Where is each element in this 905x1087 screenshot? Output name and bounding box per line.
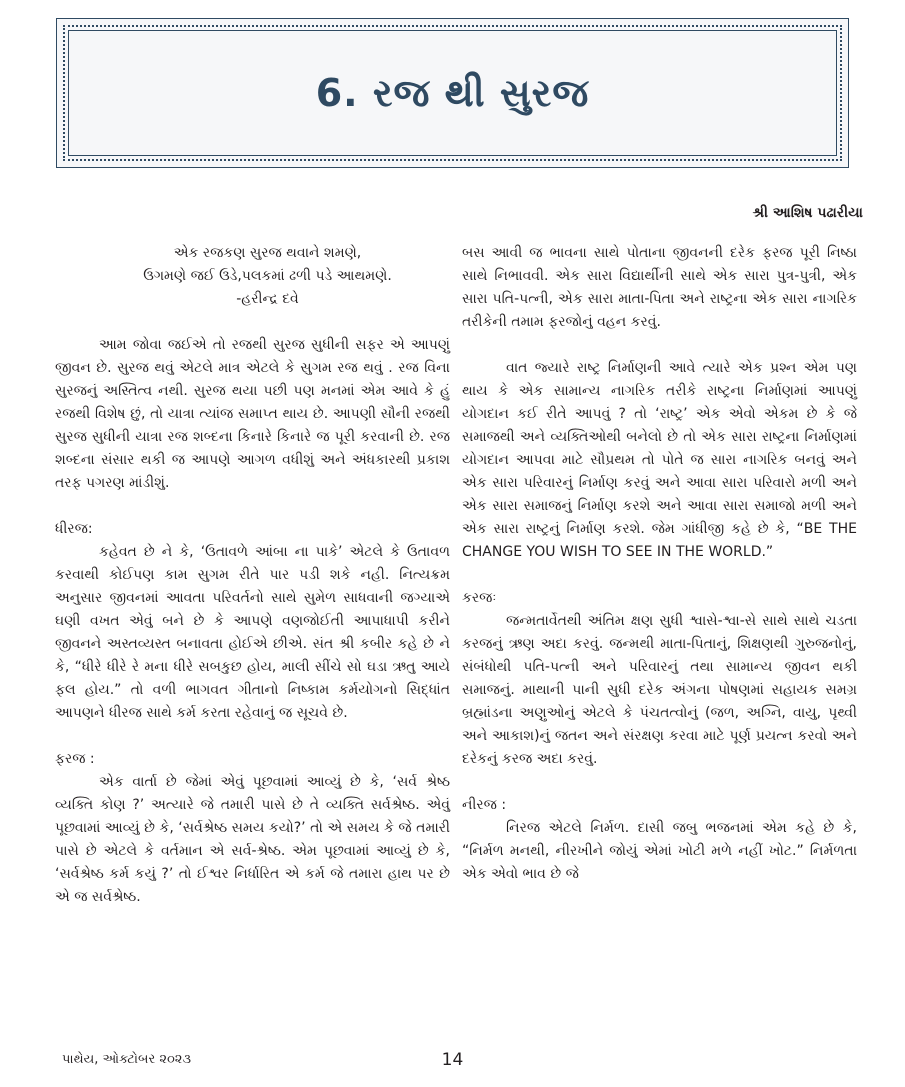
- section-heading-faraj: ફરજ :: [55, 751, 95, 767]
- poem-block: [55, 242, 450, 311]
- title-frame: [56, 18, 849, 168]
- poem-attribution: -હરીન્દ્ર દવે: [236, 291, 299, 307]
- author-name: શ્રી આશિષ પઢારીયા: [752, 205, 863, 221]
- publication-footer: પાથેય, ઓક્ટોબર ૨૦૨૩: [62, 1052, 192, 1067]
- page-title: 6. રજ થી સુરજ: [315, 70, 590, 115]
- niraj-paragraph: નિરજ એટલે નિર્મળ. દાસી જબુ ભજનમાં એમ કહે છે કે, “નિર્મળ મનથી, નીરખીને જોયું એમાં ખોટી મળે નહીં ખોટ.” નિર્મળતા એક એવો ભાવ છે જે: [462, 820, 857, 882]
- dhiraj-paragraph: કહેવત છે ને કે, ‘ઉતાવળે આંબા ના પાકે’ એટલે કે ઉતાવળ કરવાથી કોઈપણ કામ સુગમ રીતે પાર પડી શકે નહી. નિત્યક્રમ અનુસાર જીવનમાં આવતા પરિવર્તનો સાથે સુમેળ સાધવાની જગ્યાએ ઘણી વખત એવું બને છે કે આપણે વણજોઈતી આપાધાપી કરીને જીવનને અસ્તવ્યસ્ત બનાવતા હોઈએ છીએ. સંત શ્રી કબીર કહે છે ને કે, “ધીરે ધીરે રે મના ધીરે સબકુછ હોય, માલી સીંચે સો ઘડા ઋતુ આયે ફલ હોય.” તો વળી ભાગવત ગીતાનો નિષ્કામ કર્મયોગનો સિદ્ધાંત આપણને ધીરજ સાથે કર્મ કરતા રહેવાનું જ સૂચવે છે.: [55, 544, 450, 721]
- section-heading-dhiraj: ધીરજ:: [55, 521, 93, 537]
- right-column: [462, 242, 857, 886]
- section-heading-karaj: કરજઃ: [462, 590, 497, 606]
- nation-paragraph: વાત જ્યારે રાષ્ટ્ર નિર્માણની આવે ત્યારે એક પ્રશ્ન એમ પણ થાય કે એક સામાન્ય નાગરિક તરીકે રાષ્ટ્રના નિર્માણમાં આપણું યોગદાન કઈ રીતે આપવું ? તો ‘રાષ્ટ્ર’ એક એવો એકમ છે કે જે સમાજથી અને વ્યક્તિઓથી બનેલો છે તો એક સારા રાષ્ટ્રના નિર્માણમાં યોગદાન આપવા માટે સૌપ્રથમ તો પોતે જ સારા નાગરિક બનવું અને એક સારા પરિવારનું નિર્માણ કરવું અને આવા સારા પરિવારો મળી અને એક સારા સમાજનું નિર્માણ કરશે અને આવા સારા સમાજો મળી અને એક સારા રાષ્ટ્રનું નિર્માણ કરશે. જેમ ગાંધીજી કહે છે કે, “BE THE CHANGE YOU WISH TO SEE IN THE WORLD.”: [462, 360, 857, 560]
- poem-line: એક રજકણ સુરજ થવાને શમણે,: [173, 245, 362, 261]
- intro-paragraph: આમ જોવા જઈએ તો રજથી સુરજ સુધીની સફર એ આપણું જીવન છે. સુરજ થવું એટલે માત્ર એટલે કે સુગમ રજ થવું . રજ વિના સુરજનું અસ્તિત્વ નથી. સુરજ થયા પછી પણ મનમાં એમ આવે કે હું રજથી વિશેષ છું, તો યાત્રા ત્યાંજ સમાપ્ત થાય છે. આપણી સૌની રજથી સુરજ સુધીની યાત્રા રજ શબ્દના કિનારે કિનારે જ પૂરી કરવાની છે. રજ શબ્દના સંસાર થકી જ આપણે આગળ વધીશું અને અંધકારથી પ્રકાશ તરફ પગરણ માંડીશું.: [55, 337, 450, 491]
- section-heading-niraj: નીરજ :: [462, 797, 507, 813]
- poem-line: ઉગમણે જઈ ઉડે,પલકમાં ઢળી પડે આથમણે.: [143, 268, 392, 284]
- duty-paragraph: બસ આવી જ ભાવના સાથે પોતાના જીવનની દરેક ફરજ પૂરી નિષ્ઠા સાથે નિભાવવી. એક સારા વિદ્યાર્થીની સાથે એક સારા પુત્ર-પુત્રી, એક સારા પતિ-પત્ની, એક સારા માતા-પિતા અને રાષ્ટ્રના એક સારા નાગરિક તરીકેની તમામ ફરજોનું વહન કરવું.: [462, 245, 857, 330]
- left-column: [55, 242, 450, 909]
- faraj-paragraph: એક વાર્તા છે જેમાં એવું પૂછવામાં આવ્યું છે કે, ‘સર્વ શ્રેષ્ઠ વ્યક્તિ કોણ ?’ અત્યારે જે તમારી પાસે છે તે વ્યક્તિ સર્વશ્રેષ્ઠ. એવું પૂછવામાં આવ્યું છે કે, ‘સર્વશ્રેષ્ઠ સમય કયો?’ તો એ સમય કે જે તમારી પાસે છે એટલે કે વર્તમાન એ સર્વ-શ્રેષ્ઠ. એમ પૂછવામાં આવ્યું છે કે, ‘સર્વશ્રેષ્ઠ કર્મ કયું ?’ તો ઈશ્વર નિર્ધારિત એ કર્મ જે તમારા હાથ પર છે એ જ સર્વશ્રેષ્ઠ.: [55, 774, 450, 905]
- karaj-paragraph: જન્મતાર્વેતથી અંતિમ ક્ષણ સુધી શ્વાસે-શ્વા-સે સાથે સાથે ચડતા કરજનું ઋણ અદા કરવું. જન્મથી માતા-પિતાનું, શિક્ષણથી ગુરુજનોનું, સંબંધોથી પતિ-પત્ની અને પરિવારનું તથા સામાન્ય જીવન થકી સમાજનું. માથાની પાની સુધી દરેક અંગના પોષણમાં સહાયક સમગ્ર બ્રહ્માંડના અણુઓનું એટલે કે પંચતત્વોનું (જળ, અગ્નિ, વાયુ, પૃથ્વી અને આકાશ)નું જતન અને સંરક્ષણ કરવા માટે પૂર્ણ પ્રયત્ન કરવો અને દરેકનું કરજ અદા કરવું.: [462, 613, 857, 767]
- page-number: 14: [441, 1050, 464, 1070]
